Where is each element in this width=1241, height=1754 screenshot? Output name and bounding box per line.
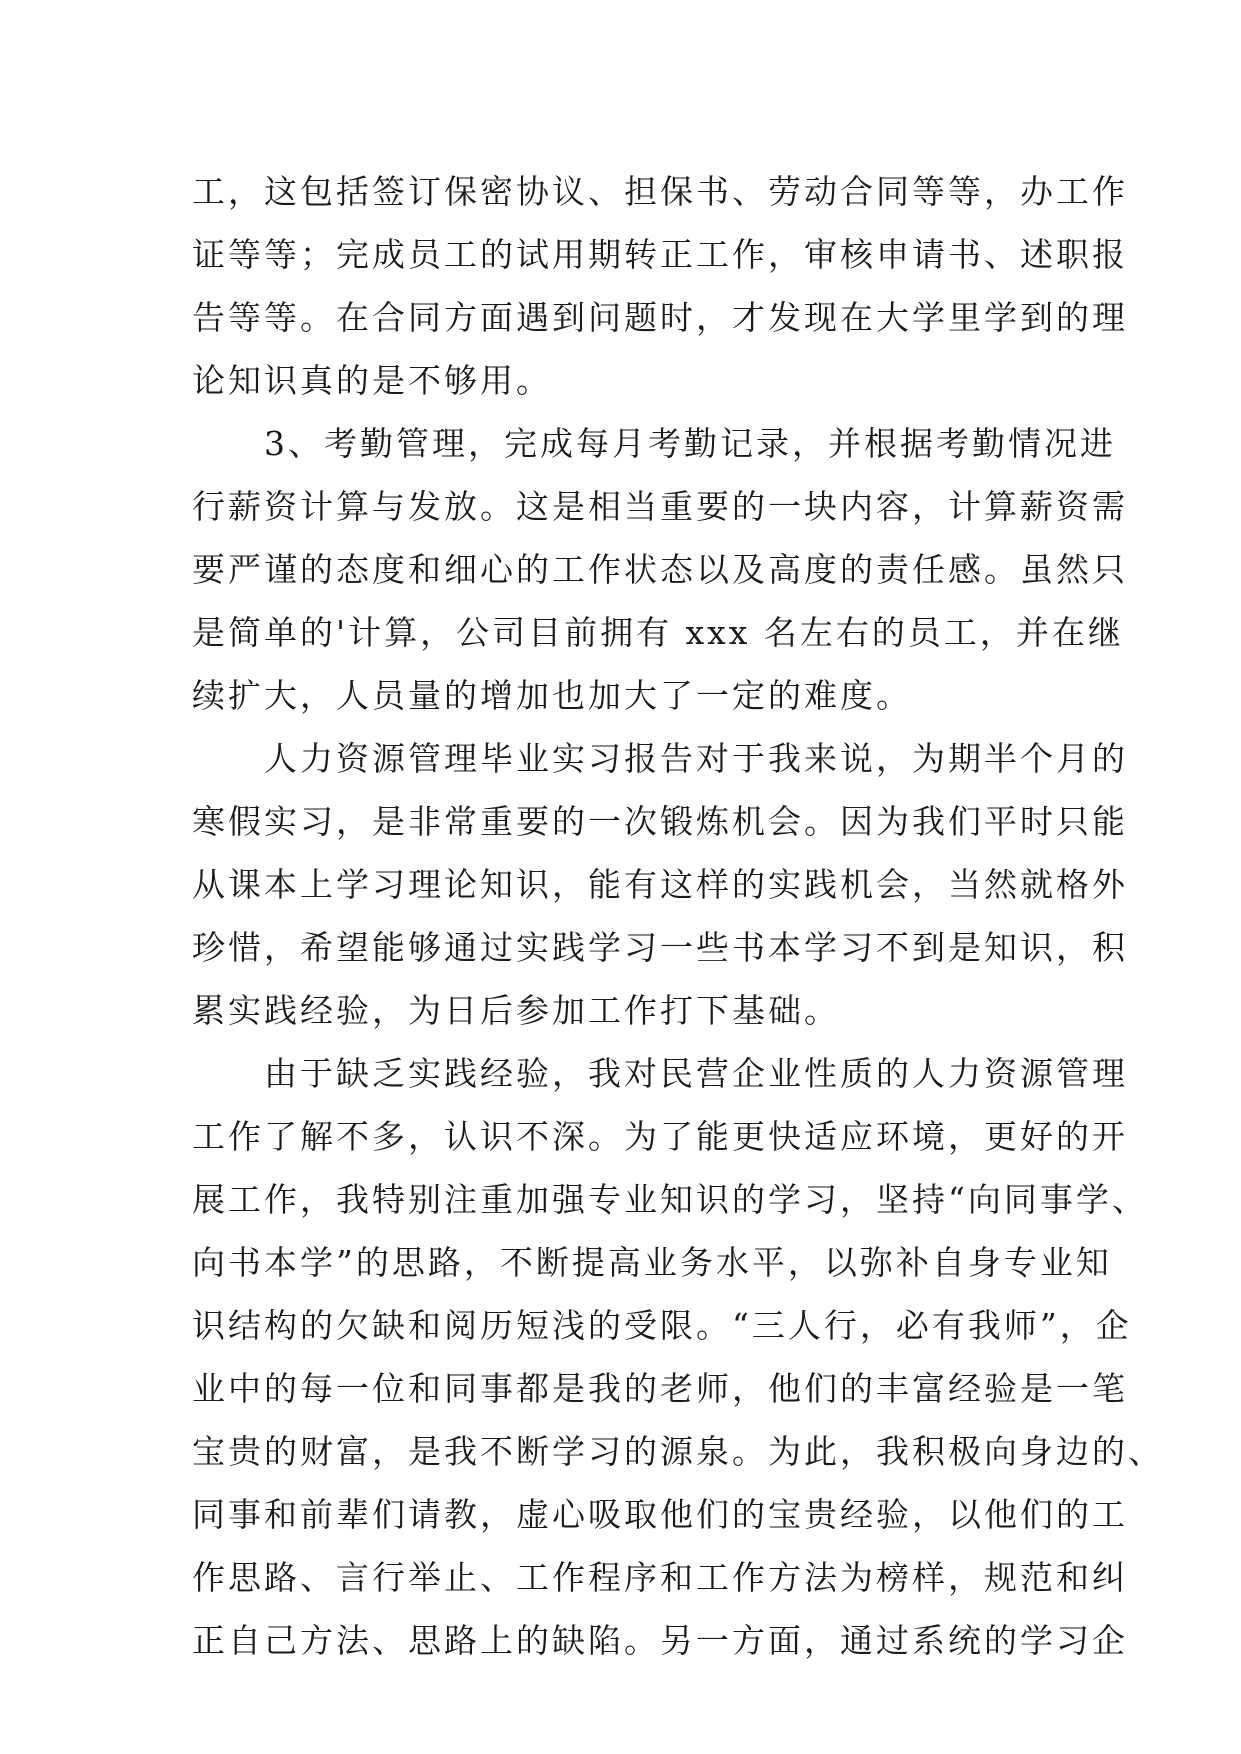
text-line: 业中的每一位和同事都是我的老师，他们的丰富经验是一笔	[192, 1369, 1128, 1408]
text-line: 向书本学”的思路，不断提高业务水平，以弥补自身专业知	[192, 1243, 1112, 1282]
paragraph-start-line: 由于缺乏实践经验，我对民营企业性质的人力资源管理	[264, 1054, 1128, 1093]
text-line: 展工作，我特别注重加强专业知识的学习，坚持“向同事学、	[192, 1180, 1148, 1219]
text-line: 寒假实习，是非常重要的一次锻炼机会。因为我们平时只能	[192, 802, 1128, 841]
text-line: 累实践经验，为日后参加工作打下基础。	[192, 991, 840, 1030]
text-line: 同事和前辈们请教，虚心吸取他们的宝贵经验，以他们的工	[192, 1495, 1128, 1534]
text-line: 告等等。在合同方面遇到问题时，才发现在大学里学到的理	[192, 298, 1128, 337]
text-line: 作思路、言行举止、工作程序和工作方法为榜样，规范和纠	[192, 1558, 1128, 1597]
text-line: 识结构的欠缺和阅历短浅的受限。“三人行，必有我师”，企	[192, 1306, 1132, 1345]
paragraph-start-line: 人力资源管理毕业实习报告对于我来说，为期半个月的	[264, 739, 1128, 778]
paragraph-start-line: 3、考勤管理，完成每月考勤记录，并根据考勤情况进	[264, 424, 1116, 463]
text-line: 从课本上学习理论知识，能有这样的实践机会，当然就格外	[192, 865, 1128, 904]
text-line: 论知识真的是不够用。	[192, 361, 552, 400]
text-line: 工作了解不多，认识不深。为了能更快适应环境，更好的开	[192, 1117, 1128, 1156]
text-line: 行薪资计算与发放。这是相当重要的一块内容，计算薪资需	[192, 487, 1128, 526]
document-body	[192, 160, 1164, 1672]
text-line: 要严谨的态度和细心的工作状态以及高度的责任感。虽然只	[192, 550, 1128, 589]
text-line: 续扩大，人员量的增加也加大了一定的难度。	[192, 676, 912, 715]
text-line: 证等等；完成员工的试用期转正工作，审核申请书、述职报	[192, 235, 1128, 274]
text-line: 珍惜，希望能够通过实践学习一些书本学习不到是知识，积	[192, 928, 1128, 967]
text-line: 工，这包括签订保密协议、担保书、劳动合同等等，办工作	[192, 172, 1128, 211]
text-line: 正自己方法、思路上的缺陷。另一方面，通过系统的学习企	[192, 1621, 1128, 1660]
text-line: 是简单的'计算，公司目前拥有 xxx 名左右的员工，并在继	[192, 613, 1124, 652]
text-line: 宝贵的财富，是我不断学习的源泉。为此，我积极向身边的、	[192, 1432, 1164, 1471]
